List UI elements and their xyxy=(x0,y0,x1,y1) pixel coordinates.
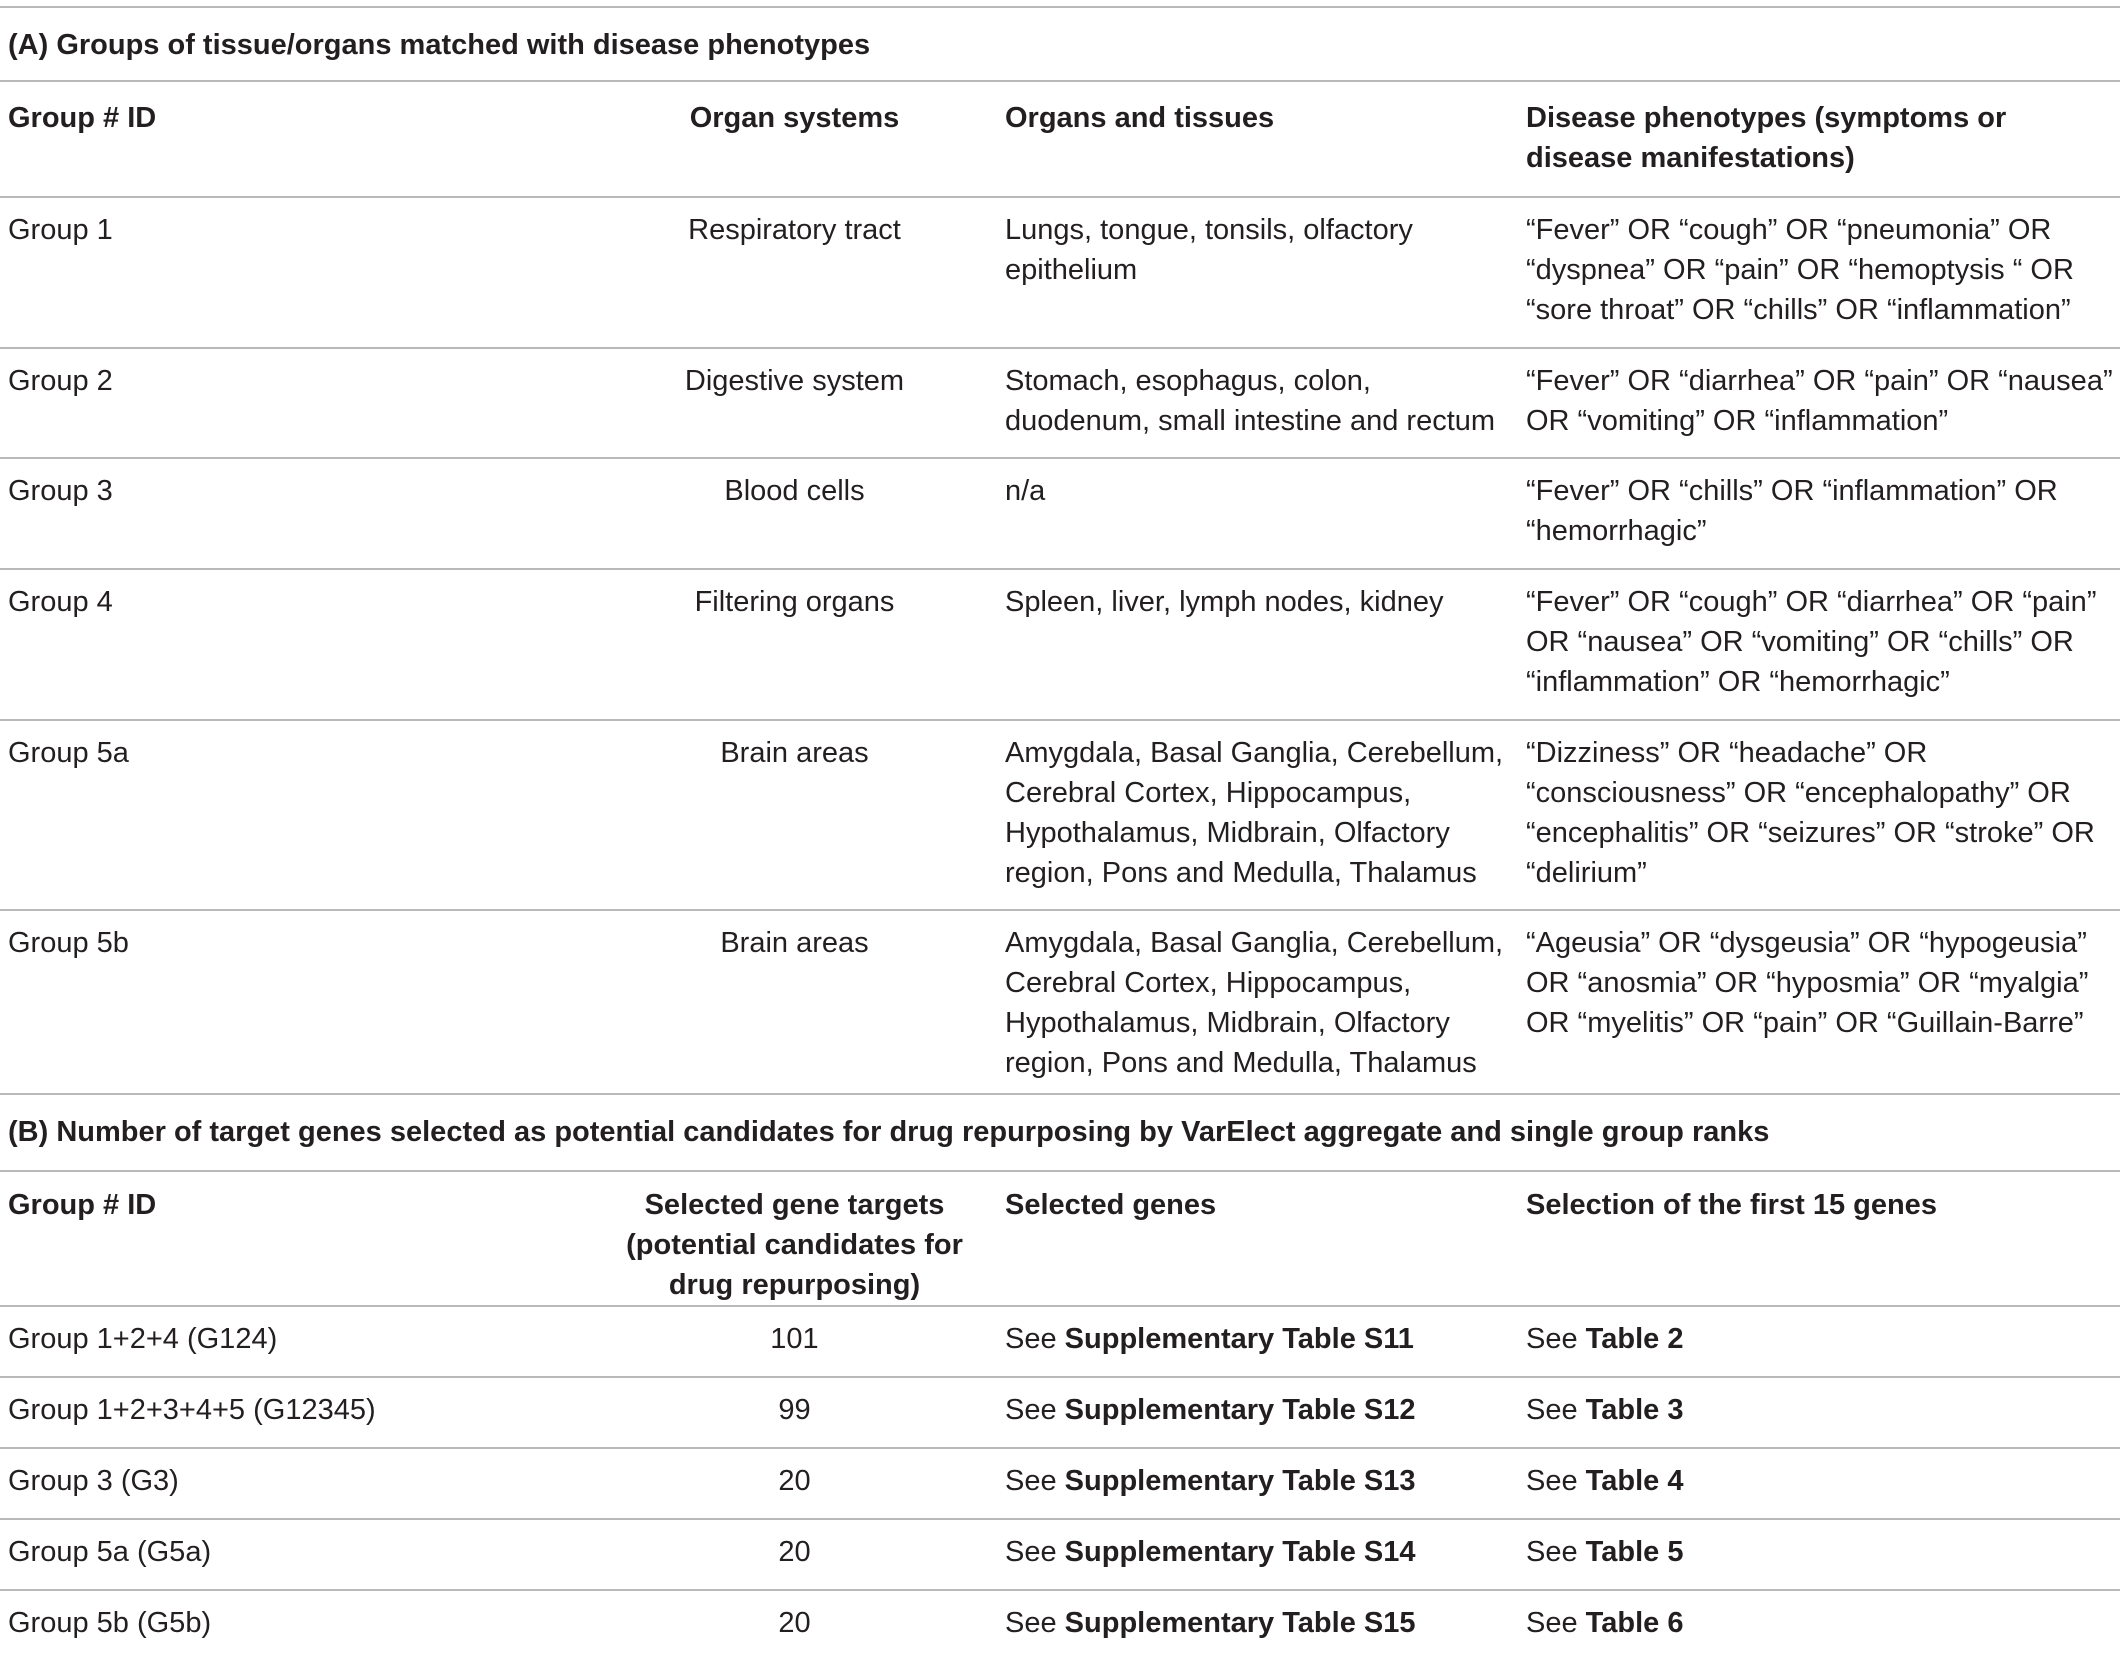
organ-system: Respiratory tract xyxy=(590,197,997,348)
group-id: Group 3 xyxy=(0,458,590,569)
disease-phenotypes: “Fever” OR “diarrhea” OR “pain” OR “nausea” OR “vomiting” OR “inflammation” xyxy=(1518,348,2120,458)
table-row xyxy=(0,348,2120,458)
supplementary-table-link[interactable]: Supplementary Table S11 xyxy=(1064,1323,1414,1355)
section-b-title: (B) Number of target genes selected as potential candidates for drug repurposing by VarElect aggregate and single group ranks xyxy=(0,1094,2120,1171)
table-row xyxy=(0,1519,2120,1590)
organs-tissues: Amygdala, Basal Ganglia, Cerebellum, Cerebral Cortex, Hippocampus, Hypothalamus, Midbrain, Olfactory region, Pons and Medulla, Thalamus xyxy=(997,910,1518,1094)
disease-phenotypes: “Dizziness” OR “headache” OR “consciousness” OR “encephalopathy” OR “encephalitis” OR “seizures” OR “stroke” OR “delirium” xyxy=(1518,720,2120,910)
section-a-title: (A) Groups of tissue/organs matched with disease phenotypes xyxy=(0,7,2120,81)
see-prefix: See xyxy=(1005,1607,1065,1639)
see-prefix: See xyxy=(1005,1323,1065,1355)
table-row xyxy=(0,197,2120,348)
header-group-id: Group # ID xyxy=(0,1171,590,1306)
supplementary-table-link[interactable]: Supplementary Table S15 xyxy=(1064,1607,1416,1639)
table-row xyxy=(0,720,2120,910)
selected-genes-cell xyxy=(997,1306,1518,1377)
organs-tissues: Spleen, liver, lymph nodes, kidney xyxy=(997,569,1518,720)
see-prefix: See xyxy=(1526,1394,1586,1426)
header-disease-phenotypes: Disease phenotypes (symptoms or disease manifestations) xyxy=(1518,81,2120,197)
section-a-header-row xyxy=(0,81,2120,197)
first-15-cell xyxy=(1518,1448,2120,1519)
table-row xyxy=(0,1306,2120,1377)
supplementary-table-link[interactable]: Supplementary Table S13 xyxy=(1064,1465,1416,1497)
organs-tissues: Stomach, esophagus, colon, duodenum, small intestine and rectum xyxy=(997,348,1518,458)
group-id: Group 2 xyxy=(0,348,590,458)
header-first-15-genes: Selection of the first 15 genes xyxy=(1518,1171,2120,1306)
selected-genes-cell xyxy=(997,1448,1518,1519)
organs-tissues: Amygdala, Basal Ganglia, Cerebellum, Cerebral Cortex, Hippocampus, Hypothalamus, Midbrain, Olfactory region, Pons and Medulla, Thalamus xyxy=(997,720,1518,910)
group-id: Group 3 (G3) xyxy=(0,1448,590,1519)
group-id: Group 1+2+3+4+5 (G12345) xyxy=(0,1377,590,1448)
disease-phenotypes: “Fever” OR “cough” OR “pneumonia” OR “dyspnea” OR “pain” OR “hemoptysis “ OR “sore throat” OR “chills” OR “inflammation” xyxy=(1518,197,2120,348)
table-row xyxy=(0,458,2120,569)
group-id: Group 5a (G5a) xyxy=(0,1519,590,1590)
organs-tissues: n/a xyxy=(997,458,1518,569)
organ-system: Filtering organs xyxy=(590,569,997,720)
section-a-title-row xyxy=(0,7,2120,81)
selected-genes-cell xyxy=(997,1519,1518,1590)
gene-target-count: 20 xyxy=(778,1607,811,1639)
group-id: Group 5b xyxy=(0,910,590,1094)
organ-system: Brain areas xyxy=(590,910,997,1094)
see-prefix: See xyxy=(1526,1465,1586,1497)
group-id: Group 1+2+4 (G124) xyxy=(0,1306,590,1377)
header-organ-systems: Organ systems xyxy=(590,81,997,197)
group-id: Group 1 xyxy=(0,197,590,348)
see-prefix: See xyxy=(1526,1323,1586,1355)
disease-phenotypes: “Fever” OR “chills” OR “inflammation” OR “hemorrhagic” xyxy=(1518,458,2120,569)
group-id: Group 4 xyxy=(0,569,590,720)
selected-genes-cell xyxy=(997,1377,1518,1448)
first-15-cell xyxy=(1518,1306,2120,1377)
see-prefix: See xyxy=(1005,1536,1065,1568)
gene-target-count: 101 xyxy=(590,1306,997,1377)
gene-target-count: 99 xyxy=(590,1377,997,1448)
table-link[interactable]: Table 3 xyxy=(1585,1394,1684,1426)
groups-table xyxy=(0,6,2120,1661)
supplementary-table-link[interactable]: Supplementary Table S14 xyxy=(1064,1536,1416,1568)
organ-system: Blood cells xyxy=(590,458,997,569)
disease-phenotypes: “Ageusia” OR “dysgeusia” OR “hypogeusia” OR “anosmia” OR “hyposmia” OR “myalgia” OR “myelitis” OR “pain” OR “Guillain-Barre” xyxy=(1518,910,2120,1094)
gene-target-count: 20 xyxy=(590,1448,997,1519)
group-id: Group 5b (G5b) xyxy=(8,1607,212,1639)
organ-system: Brain areas xyxy=(590,720,997,910)
table-row xyxy=(0,1377,2120,1448)
header-organs-tissues: Organs and tissues xyxy=(997,81,1518,197)
supplementary-table-link[interactable]: Supplementary Table S12 xyxy=(1064,1394,1416,1426)
table-link[interactable]: Table 2 xyxy=(1585,1323,1684,1355)
section-b-title-row xyxy=(0,1094,2120,1171)
header-selected-gene-targets: Selected gene targets (potential candidates for drug repurposing) xyxy=(590,1171,997,1306)
gene-target-count: 20 xyxy=(590,1519,997,1590)
group-id: Group 5a xyxy=(0,720,590,910)
table-link[interactable]: Table 4 xyxy=(1585,1465,1684,1497)
disease-phenotypes: “Fever” OR “cough” OR “diarrhea” OR “pain” OR “nausea” OR “vomiting” OR “chills” OR “inflammation” OR “hemorrhagic” xyxy=(1518,569,2120,720)
table-link[interactable]: Table 6 xyxy=(1585,1607,1684,1639)
first-15-cell xyxy=(1518,1377,2120,1448)
header-selected-genes: Selected genes xyxy=(997,1171,1518,1306)
table-row xyxy=(0,569,2120,720)
first-15-cell xyxy=(1518,1519,2120,1590)
table-row xyxy=(0,910,2120,1094)
see-prefix: See xyxy=(1005,1394,1065,1426)
see-prefix: See xyxy=(1526,1607,1586,1639)
organ-system: Digestive system xyxy=(590,348,997,458)
header-group-id: Group # ID xyxy=(0,81,590,197)
organs-tissues: Lungs, tongue, tonsils, olfactory epithelium xyxy=(997,197,1518,348)
see-prefix: See xyxy=(1005,1465,1065,1497)
table-row xyxy=(0,1448,2120,1519)
section-b-header-row xyxy=(0,1171,2120,1306)
see-prefix: See xyxy=(1526,1536,1586,1568)
table-link[interactable]: Table 5 xyxy=(1585,1536,1684,1568)
